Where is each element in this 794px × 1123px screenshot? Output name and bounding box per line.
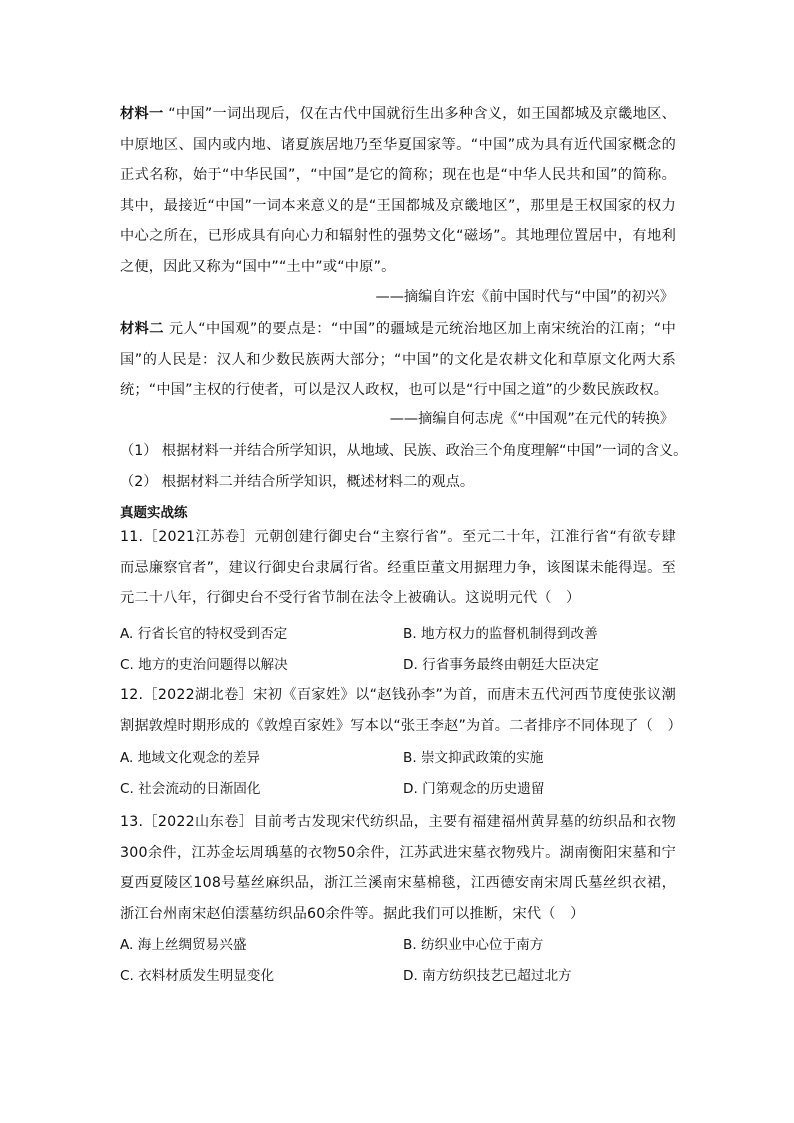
question-13-option-a: A. 海上丝绸贸易兴盛 (120, 937, 247, 953)
material-one-source: ——摘编自许宏《前中国时代与“中国”的初兴》 (375, 289, 674, 305)
question-12-stem: 12.［2022湖北卷］宋初《百家姓》以“赵钱孙李”为首，而唐末五代河西节度使张议潮割据敦煌时期形成的《敦煌百家姓》写本以“张王李赵”为首。二者排序不同体现了（ ） (120, 687, 682, 734)
material-one-paragraph (120, 99, 676, 283)
question-13-option-d: D. 南方纺织技艺已超过北方 (403, 968, 572, 984)
material-two-text: 元人“中国观”的要点是：“中国”的疆域是元统治地区加上南宋统治的江南；“中国”的人民是：汉人和少数民族两大部分；“中国”的文化是农耕文化和草原文化两大系统；“中国”主权的行使者，可以是汉人政权，也可以是“行中国之道”的少数民族政权。 (120, 321, 676, 399)
question-13-option-c: C. 衣料材质发生明显变化 (120, 968, 275, 984)
material-one-label: 材料一 (120, 106, 164, 122)
question-2: （2） 根据材料二并结合所学知识，概述材料二的观点。 (120, 474, 475, 490)
question-11-option-b: B. 地方权力的监督机制得到改善 (403, 626, 598, 642)
material-two-source: ——摘编自何志虎《“中国观”在元代的转换》 (389, 411, 674, 427)
material-two-label: 材料二 (120, 321, 164, 337)
question-13-option-b: B. 纺织业中心位于南方 (403, 937, 544, 953)
question-11-option-d: D. 行省事务最终由朝廷大臣决定 (403, 657, 599, 673)
question-11-option-a: A. 行省长官的特权受到否定 (120, 626, 288, 642)
material-two-paragraph (120, 314, 676, 406)
section-title: 真题实战练 (120, 505, 188, 521)
question-1: （1） 根据材料一并结合所学知识，从地域、民族、政治三个角度理解“中国”一词的含义。 (120, 443, 688, 459)
question-12-option-a: A. 地域文化观念的差异 (120, 750, 261, 766)
question-12-option-d: D. 门第观念的历史遗留 (403, 781, 545, 797)
question-12-option-b: B. 崇文抑武政策的实施 (403, 750, 544, 766)
question-11-stem: 11.［2021江苏卷］元朝创建行御史台“主察行省”。至元二十年，江淮行省“有欲专肆而忌廉察官者”，建议行御史台隶属行省。经重臣董文用据理力争，该图谋未能得逞。至元二十八年，行御史台不受行省节制在法令上被确认。这说明元代（ ） (120, 529, 676, 607)
question-11-option-c: C. 地方的吏治问题得以解决 (120, 657, 288, 673)
question-12-option-c: C. 社会流动的日渐固化 (120, 781, 261, 797)
question-13-stem: 13.［2022山东卷］目前考古发现宋代纺织品，主要有福建福州黄昇墓的纺织品和衣物300余件，江苏金坛周瑀墓的衣物50余件，江苏武进宋墓衣物残片。湖南衡阳宋墓和宁夏西夏陵区108号墓丝麻织品，浙江兰溪南宋墓棉毯，江西德安南宋周氏墓丝织衣裙，浙江台州南宋赵伯澐墓纺织品60余件等。据此我们可以推断，宋代（ ） (120, 814, 676, 922)
material-one-text: “中国”一词出现后，仅在古代中国就衍生出多种含义，如王国都城及京畿地区、中原地区、国内或内地、诸夏族居地乃至华夏国家等。“中国”成为具有近代国家概念的正式名称，始于“中华民国”，“中国”是它的简称；现在也是“中华人民共和国”的简称。其中，最接近“中国”一词本来意义的是“王国都城及京畿地区”，那里是王权国家的权力中心之所在，已形成具有向心力和辐射性的强势文化“磁场”。其地理位置居中，有地利之便，因此又称为“国中”“土中”或“中原”。 (120, 106, 676, 275)
